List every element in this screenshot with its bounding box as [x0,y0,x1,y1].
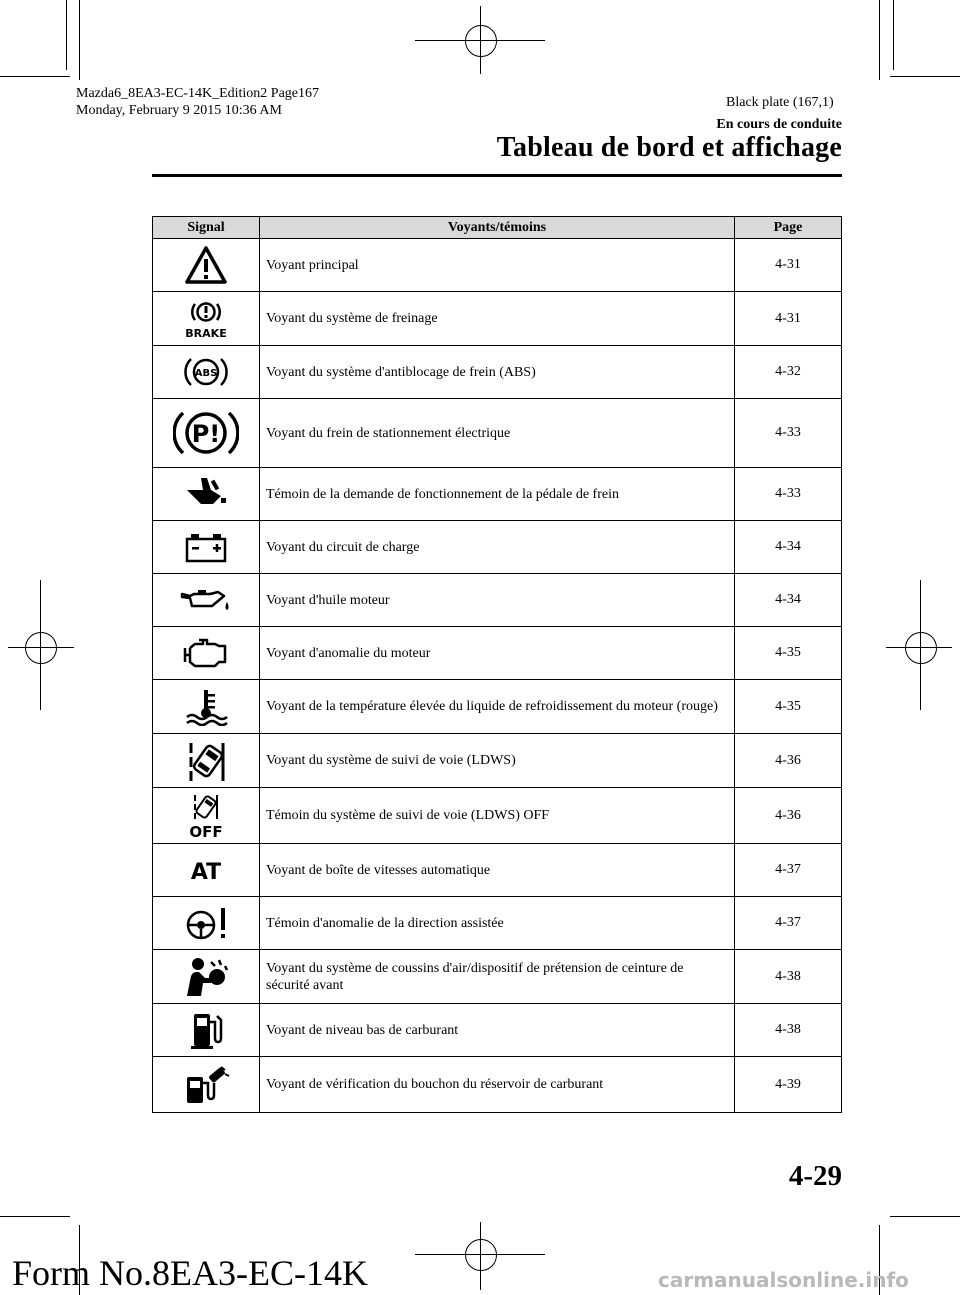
table-row [153,521,842,574]
signal-cell [153,788,260,844]
signal-cell [153,239,260,292]
page-reference: 4-35 [735,680,842,734]
print-timestamp: Monday, February 9 2015 10:36 AM [76,103,282,118]
power-steering-icon [181,905,231,941]
table-row [153,897,842,950]
brake-icon-label: BRAKE [185,326,227,339]
signal-cell [153,734,260,788]
table-row [153,239,842,292]
page-reference: 4-32 [735,346,842,399]
signal-cell [153,468,260,521]
registration-circle [465,1239,497,1271]
header-rule [152,174,842,177]
page-reference: 4-38 [735,1004,842,1057]
table-row [153,346,842,399]
crop-mark [890,1216,960,1217]
crop-mark [66,0,67,70]
page-reference: 4-37 [735,897,842,950]
battery-charge-icon [183,531,229,563]
crop-mark [893,0,894,70]
crop-mark [879,0,880,80]
indicator-description: Voyant de la température élevée du liquide de refroidissement du moteur (rouge) [260,680,735,734]
page-number: 4-29 [788,1160,842,1192]
table-row [153,788,842,844]
page-reference: 4-38 [735,950,842,1004]
table-row [153,1004,842,1057]
print-metadata [76,85,319,119]
signal-cell [153,844,260,897]
oil-can-icon [180,586,232,614]
registration-circle [465,25,497,57]
page-reference: 4-34 [735,574,842,627]
signal-cell [153,574,260,627]
signal-cell [153,950,260,1004]
fuel-cap-icon [181,1065,231,1105]
col-voyants: Voyants/témoins [260,217,735,239]
signal-cell [153,399,260,468]
section-title: En cours de conduite [716,117,842,132]
watermark: carmanualsonline.info [658,1268,909,1292]
indicator-description: Témoin de la demande de fonctionnement de la pédale de frein [260,468,735,521]
page-reference: 4-36 [735,734,842,788]
indicator-table [152,216,842,1113]
indicator-description: Voyant de vérification du bouchon du réservoir de carburant [260,1057,735,1113]
table-row [153,950,842,1004]
abs-icon-label: ABS [194,368,218,379]
page-reference: 4-34 [735,521,842,574]
signal-cell [153,292,260,346]
indicator-description: Voyant du système de coussins d'air/dispositif de prétension de ceinture de sécurité avant [260,950,735,1004]
off-icon-label: OFF [189,822,223,839]
page-reference: 4-33 [735,399,842,468]
indicator-description: Voyant de niveau bas de carburant [260,1004,735,1057]
table-row [153,292,842,346]
indicator-description: Voyant du frein de stationnement électrique [260,399,735,468]
signal-cell [153,521,260,574]
table-row [153,399,842,468]
indicator-description: Voyant du système de suivi de voie (LDWS) [260,734,735,788]
at-icon-label: AT [190,860,222,885]
page-reference: 4-31 [735,292,842,346]
coolant-temp-icon [183,688,229,726]
indicator-description: Voyant du circuit de charge [260,521,735,574]
check-engine-icon [181,636,231,670]
parking-brake-icon [173,406,239,460]
lane-departure-off-icon [183,793,229,839]
signal-cell [153,897,260,950]
col-signal: Signal [153,217,260,239]
signal-cell [153,1057,260,1113]
table-row [153,844,842,897]
crop-mark [79,0,80,80]
page-reference: 4-37 [735,844,842,897]
brake-pedal-icon [183,476,229,512]
crop-mark [890,76,960,77]
print-job-name: Mazda6_8EA3-EC-14K_Edition2 Page167 [76,86,320,101]
table-row [153,680,842,734]
registration-circle [905,632,937,664]
low-fuel-icon [186,1010,226,1050]
indicator-description: Voyant de boîte de vitesses automatique [260,844,735,897]
crop-mark [0,1216,70,1217]
airbag-icon [181,956,231,998]
col-page: Page [735,217,842,239]
brake-system-icon [183,299,229,339]
crop-mark [0,76,70,77]
indicator-description: Voyant du système d'antiblocage de frein (ABS) [260,346,735,399]
page-reference: 4-35 [735,627,842,680]
table-row [153,468,842,521]
parking-icon-label: P! [191,420,221,448]
page-reference: 4-33 [735,468,842,521]
indicator-description: Voyant principal [260,239,735,292]
lane-departure-icon [183,739,229,783]
page-reference: 4-36 [735,788,842,844]
table-header-row [153,217,842,239]
page-reference: 4-31 [735,239,842,292]
abs-icon [181,353,231,391]
indicator-description: Voyant d'anomalie du moteur [260,627,735,680]
signal-cell [153,627,260,680]
plate-label: Black plate (167,1) [726,95,834,110]
indicator-description: Témoin d'anomalie de la direction assistée [260,897,735,950]
indicator-description: Témoin du système de suivi de voie (LDWS) OFF [260,788,735,844]
master-warning-icon [184,245,228,285]
table-row [153,1057,842,1113]
indicator-description: Voyant d'huile moteur [260,574,735,627]
table-row [153,574,842,627]
signal-cell [153,1004,260,1057]
chapter-title: Tableau de bord et affichage [496,132,842,163]
registration-circle [25,632,57,664]
table-row [153,734,842,788]
signal-cell [153,346,260,399]
signal-cell [153,680,260,734]
indicator-description: Voyant du système de freinage [260,292,735,346]
table-row [153,627,842,680]
automatic-transmission-icon [183,855,229,885]
page-reference: 4-39 [735,1057,842,1113]
form-number: Form No.8EA3-EC-14K [12,1253,368,1293]
